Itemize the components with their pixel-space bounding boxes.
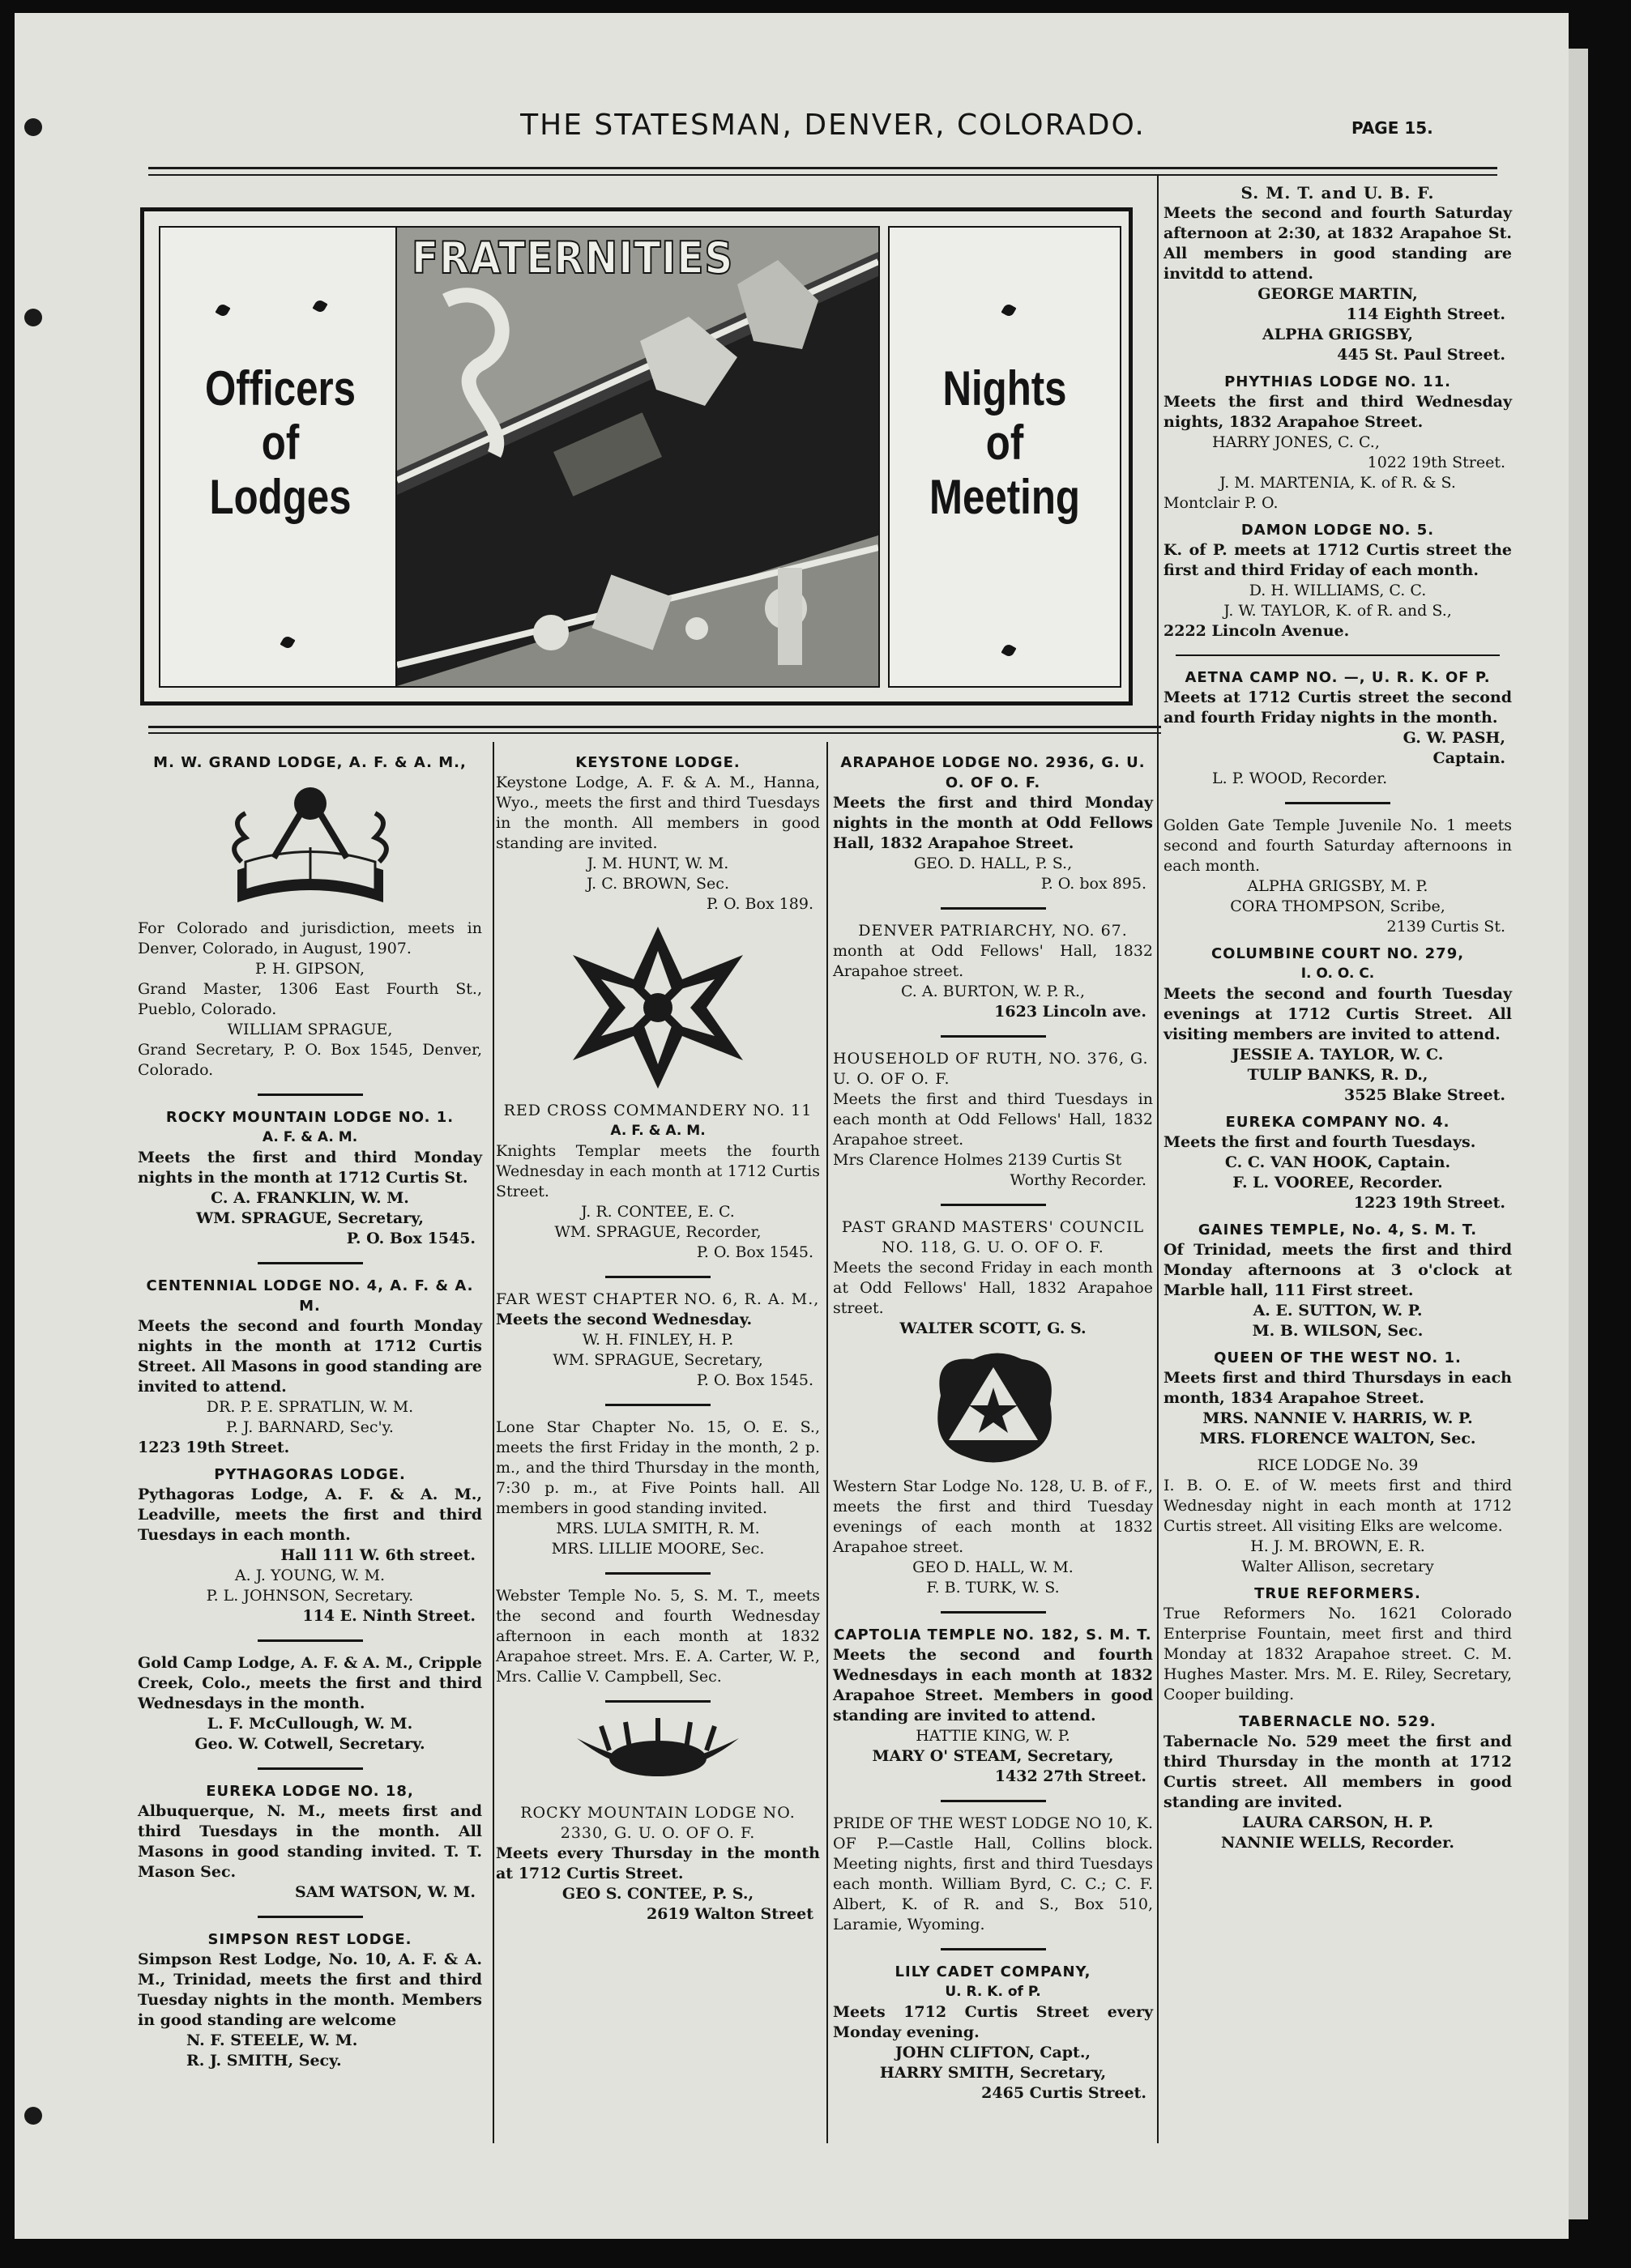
notice-body: Meets the second and fourth Saturday afternoon at 2:30, at 1832 Arapahoe St. All members in good standing are invitdd to attend. bbox=[1163, 204, 1512, 283]
notice-heading: GAINES TEMPLE, No. 4, S. M. T. bbox=[1198, 1221, 1478, 1238]
officer-line: Worthy Recorder. bbox=[1010, 1171, 1146, 1189]
notice-heading: SIMPSON REST LODGE. bbox=[207, 1931, 412, 1948]
notice-keystone bbox=[496, 752, 820, 914]
officer-line: A. J. YOUNG, W. M. bbox=[234, 1567, 386, 1584]
notice-heading: ROCKY MOUNTAIN LODGE NO. 2330, G. U. O. OF O. F. bbox=[520, 1804, 796, 1842]
column-rule bbox=[1157, 175, 1159, 2143]
notice-far-west bbox=[496, 1290, 820, 1391]
officer-line: WM. SPRAGUE, Secretary, bbox=[553, 1351, 763, 1369]
notice-rice-lodge bbox=[1163, 1456, 1512, 1577]
notice-patriarchy bbox=[833, 921, 1153, 1022]
notice-separator bbox=[1285, 802, 1390, 804]
notice-separator bbox=[941, 1035, 1046, 1038]
officer-line: GEO. D. HALL, P. S., bbox=[913, 855, 1073, 872]
notice-body: Meets the first and third Monday nights in the month at 1712 Curtis St. bbox=[138, 1149, 482, 1187]
officer-line: P. H. GIPSON, bbox=[254, 960, 365, 978]
notice-pythagoras bbox=[138, 1464, 482, 1626]
officer-line: ALPHA GRIGSBY, bbox=[1262, 326, 1413, 343]
notice-separator bbox=[941, 1204, 1046, 1206]
notice-body: Meets the first and third Tuesdays in each month at Odd Fellows' Hall, 1832 Arapahoe street. bbox=[833, 1090, 1153, 1149]
notice-separator bbox=[941, 1800, 1046, 1802]
notice-body: Pythagoras Lodge, A. F. & A. M., Leadville, meets the first and third Tuesdays in each month. bbox=[138, 1486, 482, 1544]
notice-heading: TRUE REFORMERS. bbox=[1254, 1585, 1421, 1602]
notice-separator bbox=[605, 1276, 711, 1278]
notice-separator bbox=[941, 1948, 1046, 1950]
notice-grand-lodge bbox=[138, 752, 482, 1081]
notice-captolia bbox=[833, 1625, 1153, 1787]
notice-subheading: I. O. O. C. bbox=[1300, 966, 1375, 982]
ornament-icon bbox=[280, 634, 295, 650]
notice-body: Meets the first and fourth Tuesdays. bbox=[1163, 1133, 1476, 1151]
notice-heading: CENTENNIAL LODGE NO. 4, A. F. & A. M. bbox=[146, 1277, 474, 1315]
notice-heading: PYTHAGORAS LODGE. bbox=[214, 1466, 406, 1483]
notice-body: Webster Temple No. 5, S. M. T., meets the second and fourth Wednesday afternoon in each month at 1832 Arapahoe street. Mrs. E. A. Carter, W. P., Mrs. Callie V. Campbell, Sec. bbox=[496, 1587, 820, 1686]
notice-aetna bbox=[1163, 667, 1512, 789]
officer-line: P. J. BARNARD, Sec'y. bbox=[226, 1418, 394, 1436]
banner-rule bbox=[148, 732, 1161, 734]
officer-line: GEO S. CONTEE, P. S., bbox=[561, 1885, 754, 1903]
star-in-triangle-icon bbox=[924, 1347, 1062, 1469]
officer-line: MARY O' STEAM, Secretary, bbox=[872, 1747, 1114, 1765]
notice-body: month at Odd Fellows' Hall, 1832 Arapahoe street. bbox=[833, 942, 1153, 980]
notice-heading: PAST GRAND MASTERS' COUNCIL NO. 118, G. U. O. OF O. F. bbox=[841, 1218, 1145, 1256]
notice-separator bbox=[258, 1262, 363, 1264]
notice-heading: LILY CADET COMPANY, bbox=[894, 1963, 1091, 1980]
officer-line: 2619 Walton Street bbox=[646, 1905, 813, 1923]
notice-western-star bbox=[833, 1477, 1153, 1598]
officer-line: C. C. VAN HOOK, Captain. bbox=[1224, 1153, 1451, 1171]
notice-heading: RED CROSS COMMANDERY NO. 11 bbox=[503, 1102, 813, 1119]
notice-body: Meets every Thursday in the month at 1712 Curtis Street. bbox=[496, 1844, 820, 1882]
notice-rocky-mountain bbox=[138, 1107, 482, 1249]
officer-line: J. R. CONTEE, E. C. bbox=[581, 1203, 735, 1221]
column-1 bbox=[138, 746, 482, 2071]
notice-simpson-rest bbox=[138, 1929, 482, 2071]
officer-line: 3525 Blake Street. bbox=[1343, 1086, 1505, 1104]
officer-line: H. J. M. BROWN, E. R. bbox=[1250, 1537, 1425, 1555]
notice-body: Meets the second and fourth Tuesday evenings at 1712 Curtis Street. All visiting members are invited to attend. bbox=[1163, 985, 1512, 1043]
notice-body: I. B. O. E. of W. meets first and third Wednesday night in each month at 1712 Curtis street. All visiting Elks are welcome. bbox=[1163, 1477, 1512, 1535]
officer-line: N. F. STEELE, W. M. bbox=[186, 2031, 358, 2049]
notice-body: PRIDE OF THE WEST LODGE NO 10, K. OF P.—Castle Hall, Collins block. Meeting nights, first and third Tuesdays each month. William Byrd, C. C.; C. F. Albert, K. of R. and S., Box 510, Laramie, Wyoming. bbox=[833, 1814, 1153, 1933]
notice-heading: EUREKA COMPANY NO. 4. bbox=[1225, 1114, 1450, 1131]
binding-hole bbox=[24, 309, 42, 326]
banner-word: Nights bbox=[942, 361, 1067, 416]
notice-heading: FAR WEST CHAPTER NO. 6, R. A. M., bbox=[496, 1290, 820, 1308]
page-edge bbox=[1569, 49, 1588, 2219]
notice-heading: EUREKA LODGE NO. 18, bbox=[206, 1783, 414, 1800]
notice-red-cross bbox=[496, 1101, 820, 1263]
masthead-rule bbox=[148, 174, 1497, 176]
page-number: PAGE 15. bbox=[1351, 118, 1433, 138]
notice-body: Lone Star Chapter No. 15, O. E. S., meets the first Friday in the month, 2 p. m., and the third Thursday in the month, 7:30 p. m., at Five Points hall. All members in good standing invited. bbox=[496, 1418, 820, 1517]
officer-line: A. E. SUTTON, W. P. bbox=[1253, 1302, 1423, 1319]
notice-household-of-ruth bbox=[833, 1049, 1153, 1191]
officer-line: P. O. Box 1545. bbox=[346, 1230, 476, 1247]
binding-hole bbox=[24, 2107, 42, 2125]
officer-line: Geo. W. Cotwell, Secretary. bbox=[194, 1735, 425, 1753]
officer-line: L. P. WOOD, Recorder. bbox=[1212, 770, 1388, 787]
banner-right-panel bbox=[888, 226, 1121, 688]
notice-body: Golden Gate Temple Juvenile No. 1 meets second and fourth Saturday afternoons in each month. bbox=[1163, 816, 1512, 875]
officer-line: MRS. LULA SMITH, R. M. bbox=[556, 1520, 760, 1537]
notice-heading: DAMON LODGE NO. 5. bbox=[1240, 522, 1435, 539]
ornament-icon bbox=[215, 302, 230, 318]
notice-separator bbox=[605, 1572, 711, 1575]
notice-separator bbox=[258, 1767, 363, 1770]
officer-line: 2139 Curtis St. bbox=[1386, 918, 1505, 936]
masthead bbox=[15, 109, 1569, 157]
notice-phythias bbox=[1163, 372, 1512, 514]
notice-gaines-temple bbox=[1163, 1220, 1512, 1341]
officer-line: JESSIE A. TAYLOR, W. C. bbox=[1232, 1046, 1444, 1064]
notice-body: Meets the second and fourth Monday nights in the month at 1712 Curtis Street. All Masons in good standing are invited to attend. bbox=[138, 1317, 482, 1396]
officer-line: J. C. BROWN, Sec. bbox=[587, 875, 729, 893]
notice-heading: AETNA CAMP NO. —, U. R. K. OF P. bbox=[1185, 669, 1491, 686]
notice-body: Of Trinidad, meets the first and third Monday afternoons at 3 o'clock at Marble hall, 111 First street. bbox=[1163, 1241, 1512, 1299]
notice-heading: TABERNACLE NO. 529. bbox=[1239, 1713, 1437, 1730]
officer-line: GEORGE MARTIN, bbox=[1257, 285, 1418, 303]
officer-line: W. H. FINLEY, H. P. bbox=[582, 1331, 734, 1349]
notice-true-reformers bbox=[1163, 1584, 1512, 1705]
officer-line: MRS. LILLIE MOORE, Sec. bbox=[551, 1540, 765, 1558]
officer-line: L. F. McCullough, W. M. bbox=[207, 1715, 413, 1733]
officer-line: WM. SPRAGUE, Recorder, bbox=[554, 1223, 762, 1241]
banner-illustration bbox=[395, 226, 880, 688]
notice-body: Meets the second Friday in each month at Odd Fellows' Hall, 1832 Arapahoe street. bbox=[833, 1259, 1153, 1317]
notice-separator bbox=[258, 1094, 363, 1096]
banner-word: of bbox=[261, 416, 300, 471]
notice-body: Tabernacle No. 529 meet the first and third Thursday in the month at 1712 Curtis street. All members in good standing are invited. bbox=[1163, 1733, 1512, 1811]
officer-line: NANNIE WELLS, Recorder. bbox=[1220, 1834, 1455, 1852]
officer-line: WALTER SCOTT, G. S. bbox=[899, 1319, 1087, 1337]
officer-line: Mrs Clarence Holmes 2139 Curtis St bbox=[833, 1151, 1122, 1169]
notice-heading: ARAPAHOE LODGE NO. 2936, G. U. O. OF O. F. bbox=[840, 754, 1146, 791]
ornament-icon bbox=[312, 298, 327, 313]
notice-heading: S. M. T. and U. B. F. bbox=[1240, 183, 1435, 202]
officer-line: C. A. BURTON, W. P. R., bbox=[900, 983, 1086, 1000]
notice-arapahoe bbox=[833, 752, 1153, 894]
notice-heading: KEYSTONE LODGE. bbox=[575, 754, 741, 771]
notice-centennial bbox=[138, 1276, 482, 1458]
officer-line: Walter Allison, secretary bbox=[1241, 1558, 1434, 1575]
officer-line: WILLIAM SPRAGUE, bbox=[227, 1021, 393, 1038]
officer-line: J. W. TAYLOR, K. of R. and S., bbox=[1223, 602, 1452, 620]
column-2 bbox=[496, 746, 820, 1925]
notice-heading: RICE LODGE No. 39 bbox=[1257, 1456, 1419, 1474]
sunburst-emblem-icon bbox=[561, 1714, 755, 1795]
notice-heading: HOUSEHOLD OF RUTH, NO. 376, G. U. O. OF O. F. bbox=[833, 1050, 1149, 1088]
officer-line: P. O. Box 189. bbox=[706, 895, 813, 913]
notice-tabernacle bbox=[1163, 1712, 1512, 1853]
notice-body: Meets first and third Thursdays in each month, 1834 Arapahoe Street. bbox=[1163, 1369, 1512, 1407]
banner-word: of bbox=[985, 416, 1024, 471]
banner-rule bbox=[148, 726, 1161, 728]
column-4 bbox=[1163, 177, 1512, 1853]
notice-body: K. of P. meets at 1712 Curtis street the first and third Friday of each month. bbox=[1163, 541, 1512, 579]
officer-line: 1432 27th Street. bbox=[994, 1767, 1146, 1785]
officer-line: 2465 Curtis Street. bbox=[981, 2084, 1146, 2102]
notice-body: Keystone Lodge, A. F. & A. M., Hanna, Wyo., meets the first and third Tuesdays in the month. All members in good standing are invited. bbox=[496, 774, 820, 852]
officer-line: GEO D. HALL, W. M. bbox=[912, 1558, 1074, 1576]
officer-line: G. W. PASH, bbox=[1403, 729, 1505, 747]
officer-line: 114 E. Ninth Street. bbox=[302, 1607, 476, 1625]
column-rule bbox=[493, 742, 494, 2143]
notice-heading: COLUMBINE COURT NO. 279, bbox=[1210, 945, 1465, 962]
column-rule bbox=[826, 742, 828, 2143]
officer-line: MRS. NANNIE V. HARRIS, W. P. bbox=[1202, 1409, 1473, 1427]
notice-body: For Colorado and jurisdiction, meets in Denver, Colorado, in August, 1907. bbox=[138, 919, 482, 957]
fraternities-scene-icon bbox=[397, 228, 878, 686]
officer-line: R. J. SMITH, Secy. bbox=[186, 2052, 342, 2070]
notice-heading: CAPTOLIA TEMPLE NO. 182, S. M. T. bbox=[834, 1626, 1152, 1643]
notice-damon bbox=[1163, 520, 1512, 642]
officer-line: F. B. TURK, W. S. bbox=[926, 1579, 1060, 1597]
officer-line: 1223 19th Street. bbox=[1353, 1194, 1505, 1212]
notice-body: Meets the first and third Wednesday nights, 1832 Arapahoe Street. bbox=[1163, 393, 1512, 431]
notice-smt-ubf bbox=[1163, 183, 1512, 365]
notice-golden-gate bbox=[1163, 816, 1512, 937]
notice-body: Meets the second Wednesday. bbox=[496, 1311, 753, 1328]
notice-heading: ROCKY MOUNTAIN LODGE NO. 1. bbox=[165, 1109, 455, 1126]
notice-body: Meets 1712 Curtis Street every Monday evening. bbox=[833, 2003, 1153, 2041]
notice-separator bbox=[258, 1916, 363, 1918]
ornament-icon bbox=[1001, 642, 1016, 658]
officer-line: Hall 111 W. 6th street. bbox=[280, 1546, 476, 1564]
officer-line: P. O. Box 1545. bbox=[696, 1243, 813, 1261]
officer-line: JOHN CLIFTON, Capt., bbox=[894, 2044, 1091, 2061]
officer-line: F. L. VOOREE, Recorder. bbox=[1232, 1174, 1443, 1192]
column-3 bbox=[833, 746, 1153, 2104]
officer-line: 445 St. Paul Street. bbox=[1337, 346, 1505, 364]
notice-heading: M. W. GRAND LODGE, A. F. & A. M., bbox=[153, 754, 467, 771]
notice-separator bbox=[605, 1404, 711, 1406]
notice-separator bbox=[258, 1639, 363, 1642]
officer-line: TULIP BANKS, R. D., bbox=[1247, 1066, 1428, 1084]
officer-line: M. B. WILSON, Sec. bbox=[1252, 1322, 1424, 1340]
banner-art-title: FRATERNITIES bbox=[412, 232, 734, 284]
paper-title: THE STATESMAN, DENVER, COLORADO. bbox=[520, 109, 1146, 142]
notice-body: Meets the second and fourth Wednesdays in each month at 1832 Arapahoe Street. Members in good standing are invited to attend. bbox=[833, 1646, 1153, 1724]
officer-line: WM. SPRAGUE, Secretary, bbox=[195, 1209, 425, 1227]
notice-separator bbox=[605, 1700, 711, 1703]
officer-line: SAM WATSON, W. M. bbox=[295, 1883, 476, 1901]
officer-line: C. A. FRANKLIN, W. M. bbox=[211, 1189, 409, 1207]
banner-word: Meeting bbox=[929, 470, 1080, 525]
officer-line: HARRY SMITH, Secretary, bbox=[879, 2064, 1107, 2082]
officer-line: 2222 Lincoln Avenue. bbox=[1163, 622, 1350, 640]
notice-body: Meets the first and third Monday nights in the month at Odd Fellows Hall, 1832 Arapahoe Street. bbox=[833, 794, 1153, 852]
officer-line: P. O. box 895. bbox=[1040, 875, 1146, 893]
notice-heading: DENVER PATRIARCHY, NO. 67. bbox=[858, 922, 1128, 940]
notice-gold-camp bbox=[138, 1653, 482, 1754]
masthead-rule bbox=[148, 167, 1497, 169]
notice-subheading: U. R. K. of P. bbox=[945, 1984, 1041, 2000]
notice-pride-of-the-west bbox=[833, 1814, 1153, 1935]
fraternities-banner bbox=[140, 207, 1133, 706]
notice-subheading: A. F. & A. M. bbox=[610, 1123, 706, 1139]
newspaper-page bbox=[15, 13, 1569, 2239]
notice-body: Meets at 1712 Curtis street the second and fourth Friday nights in the month. bbox=[1163, 688, 1512, 727]
officer-line: HATTIE KING, W. P. bbox=[916, 1727, 1070, 1745]
officer-line: 1623 Lincoln ave. bbox=[994, 1003, 1146, 1021]
notice-rocky-mountain-gu bbox=[496, 1803, 820, 1925]
notice-columbine bbox=[1163, 944, 1512, 1106]
officer-line: CORA THOMPSON, Scribe, bbox=[1230, 897, 1445, 915]
notice-body: Knights Templar meets the fourth Wednesday in each month at 1712 Curtis Street. bbox=[496, 1142, 820, 1200]
notice-lone-star bbox=[496, 1418, 820, 1559]
notice-body: Gold Camp Lodge, A. F. & A. M., Cripple Creek, Colo., meets the first and third Wednesdays in the month. bbox=[138, 1654, 482, 1712]
officer-line: 1022 19th Street. bbox=[1367, 454, 1505, 471]
notice-separator bbox=[941, 1611, 1046, 1614]
officer-line: LAURA CARSON, H. P. bbox=[1241, 1814, 1434, 1831]
officer-line: DR. P. E. SPRATLIN, W. M. bbox=[206, 1398, 414, 1416]
notice-queen-of-the-west bbox=[1163, 1348, 1512, 1449]
notice-heading: PHYTHIAS LODGE NO. 11. bbox=[1224, 373, 1451, 390]
officer-line: J. M. HUNT, W. M. bbox=[587, 855, 729, 872]
notice-eureka-lodge bbox=[138, 1781, 482, 1903]
notice-past-grand-masters bbox=[833, 1217, 1153, 1339]
officer-line: D. H. WILLIAMS, C. C. bbox=[1249, 582, 1427, 599]
notice-eureka-company bbox=[1163, 1112, 1512, 1213]
officer-line: ALPHA GRIGSBY, M. P. bbox=[1247, 877, 1428, 895]
notice-lily-cadet bbox=[833, 1962, 1153, 2104]
notice-heading: QUEEN OF THE WEST NO. 1. bbox=[1214, 1349, 1462, 1366]
notice-body: True Reformers No. 1621 Colorado Enterprise Fountain, meet first and third Monday at 1832 Arapahoe street. C. M. Hughes Master. Mrs. M. E. Riley, Secretary, Cooper building. bbox=[1163, 1605, 1512, 1703]
officer-line: Montclair P. O. bbox=[1163, 494, 1279, 512]
notice-webster bbox=[496, 1586, 820, 1687]
officer-line: Captain. bbox=[1432, 749, 1505, 767]
officer-line: 114 Eighth Street. bbox=[1346, 305, 1505, 323]
ornament-icon bbox=[1001, 302, 1016, 318]
notice-body: Western Star Lodge No. 128, U. B. of F., meets the first and third Tuesday evenings of each month at 1832 Arapahoe street. bbox=[833, 1477, 1153, 1556]
officer-line: J. M. MARTENIA, K. of R. & S. bbox=[1219, 474, 1456, 492]
officer-line: Grand Secretary, P. O. Box 1545, Denver, Colorado. bbox=[138, 1041, 482, 1079]
notice-body: Albuquerque, N. M., meets first and third Tuesdays in the month. All Masons in good standing invited. T. T. Mason Sec. bbox=[138, 1802, 482, 1881]
officer-line: P. L. JOHNSON, Secretary. bbox=[206, 1587, 414, 1605]
officer-line: HARRY JONES, C. C., bbox=[1212, 433, 1380, 451]
officer-line: 1223 19th Street. bbox=[138, 1439, 290, 1456]
knights-templar-cross-icon bbox=[569, 923, 747, 1093]
notice-subheading: A. F. & A. M. bbox=[262, 1129, 358, 1145]
banner-left-panel bbox=[159, 226, 402, 688]
notice-separator bbox=[1176, 654, 1500, 656]
banner-word: Officers bbox=[205, 361, 356, 416]
notice-separator bbox=[941, 907, 1046, 910]
officer-line: Grand Master, 1306 East Fourth St., Pueblo, Colorado. bbox=[138, 980, 482, 1018]
notice-body: Simpson Rest Lodge, No. 10, A. F. & A. M., Trinidad, meets the first and third Tuesday nights in the month. Members in good standing are welcome bbox=[138, 1950, 482, 2029]
bible-square-compass-icon bbox=[213, 781, 408, 910]
banner-word: Lodges bbox=[209, 470, 352, 525]
officer-line: MRS. FLORENCE WALTON, Sec. bbox=[1199, 1430, 1476, 1447]
officer-line: P. O. Box 1545. bbox=[696, 1371, 813, 1389]
